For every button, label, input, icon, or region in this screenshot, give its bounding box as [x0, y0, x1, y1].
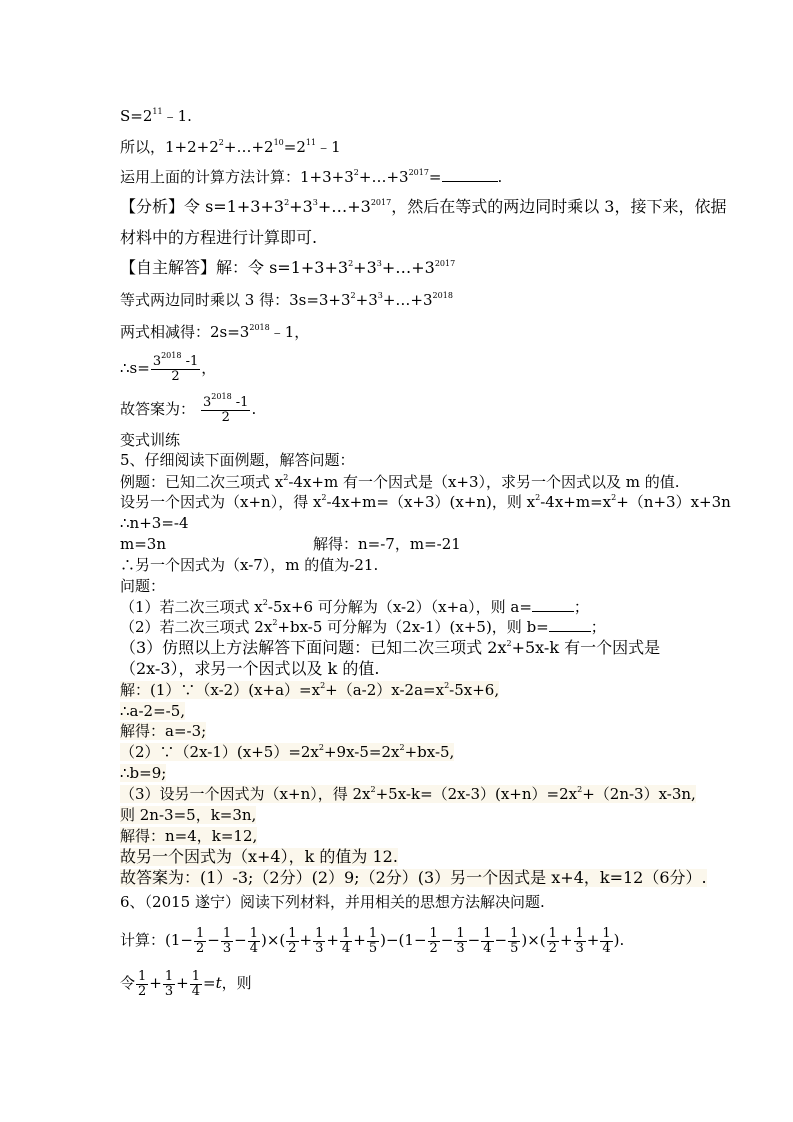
expression-line: 计算：(1− $\frac{1}{2}$ − $\frac{1}{3}$ − $\frac{1}{4}$ )×( $\frac{1}{2}$ + $\frac{1}{3}$ + $\frac{1}{4}$ + $\frac{1}{5}$ )−(1− $\frac{1}{2}$ − $\frac{1}{3}$ − $\frac{1}{4}$ − $\frac{1}{5}$ )×( $\frac{1}{2}$ + $\frac{1}{3}$ + $\frac{1}{4}$ ).: [120, 925, 625, 956]
math-expression: $\frac{1}{2}$ + $\frac{1}{3}$ + $\frac{1}{4}$ =t: [138, 968, 222, 999]
text-line: 解得：n=-7，m=-21: [313, 535, 461, 553]
text-line: 设另一个因式为（x+n），得 $x^2-4x+m=(x+3)(x+n)$，则 $x^2-4x+m=x^2+(n+3)x+3n$: [120, 493, 731, 511]
expression-line: 令 $\frac{1}{2}$ + $\frac{1}{3}$ + $\frac{1}{4}$ =t，则: [120, 968, 252, 999]
text-line: 等式两边同时乘以 3 得：$3s=3+3^2+3^3+\dots+3^{2018}$: [120, 291, 453, 309]
text-line: $S=2^{11}﹣1$.: [120, 107, 192, 125]
question-item: （1）若二次三项式 $x^2-5x+6$ 可分解为（x-2）（x+a），则 a= ；: [120, 598, 589, 616]
solution-line: 则 2n-3=5，k=3n,: [120, 806, 257, 824]
math-expression: (1− $\frac{1}{2}$ − $\frac{1}{3}$ − $\frac{1}{4}$ )×( $\frac{1}{2}$ + $\frac{1}{3}$ + $\frac{1}{4}$ + $\frac{1}{5}$ )−(1− $\frac{1}{2}$ − $\frac{1}{3}$ − $\frac{1}{4}$ − $\frac{1}{5}$ )×( $\frac{1}{2}$ + $\frac{1}{3}$ + $\frac{1}{4}$ ): [165, 925, 620, 956]
question-item: （3）仿照以上方法解答下面问题：已知二次三项式 $2x^2+5x-k$ 有一个因式是: [120, 638, 661, 657]
text-line: ∴n+3=-4: [120, 514, 189, 532]
answer-blank: [532, 598, 574, 612]
text-line: 两式相减得：$2s=3^{2018}﹣1$，: [120, 323, 310, 341]
text-line: 问题：: [120, 577, 166, 595]
solution-line: ∴b=9;: [120, 764, 167, 782]
text-line: 例题：已知二次三项式 $x^2-4x+m$ 有一个因式是（x+3），求另一个因式以及 m 的值.: [120, 473, 680, 491]
answer-blank: [549, 618, 591, 632]
text-line: ∴另一个因式为（x-7），m 的值为-21.: [120, 556, 379, 574]
text-line: 材料中的方程进行计算即可.: [120, 228, 318, 247]
solution-line: 解得：a=-3;: [120, 722, 207, 740]
solution-line: $(2)\because(2x-1)(x+5)=2x^2+9x-5=2x^2+bx-5$,: [120, 743, 455, 761]
analysis-line: 【分析】令 $s=1+3+3^2+3^3+\dots+3^{2017}$，然后在等式的两边同时乘以 3，接下来，依据: [120, 197, 727, 216]
question-title: 6、（2015 遂宁）阅读下列材料，并用相关的思想方法解决问题.: [120, 893, 545, 911]
answer-line: 故答案为：(1）-3;（2分）(2）9;（2分）(3）另一个因式是 x+4，k=12（6分）.: [120, 868, 707, 887]
question-title: 5、仔细阅读下面例题，解答问题：: [120, 451, 355, 469]
solution-line: 故另一个因式为（x+4），k 的值为 12.: [120, 847, 398, 866]
text-line: （2x-3），求另一个因式以及 k 的值.: [120, 659, 380, 678]
solution-line: （3）设另一个因式为（x+n），得 $2x^2+5x-k=(2x-3)(x+n)=2x^2+(2n-3)x-3n$,: [120, 785, 696, 803]
fraction: $\frac{3^{2018} -1}{2}$: [203, 391, 249, 425]
fraction: $\frac{3^{2018} -1}{2}$: [152, 350, 199, 384]
text-line: 所以，$1+2+2^2+\dots+2^{10}=2^{11}﹣1$: [120, 138, 341, 156]
question-item: （2）若二次三项式 $2x^2+bx-5$ 可分解为（2x-1）(x+5)，则 b= ；: [120, 618, 606, 636]
solution-line: 解：$(1)\because(x-2)(x+a)=x^2+(a-2)x-2a=x^2-5x+6$,: [120, 681, 500, 699]
solution-line: 【自主解答】解：令 $s=1+3+3^2+3^3+\dots+3^{2017}$: [120, 258, 456, 277]
section-heading: 变式训练: [120, 431, 181, 449]
solution-line: ∴a-2=-5,: [120, 702, 186, 720]
solution-line: 解得：n=4，k=12,: [120, 827, 258, 845]
fraction-line: 故答案为： $\frac{3^{2018} -1}{2}$ .: [120, 391, 257, 425]
text-line: 运用上面的计算方法计算：$1+3+3^2+\dots+3^{2017}=$ .: [120, 168, 503, 186]
answer-blank: [442, 168, 498, 182]
text-line: m=3n: [120, 535, 166, 553]
fraction-line: ∴s= $\frac{3^{2018} -1}{2}$ ，: [120, 350, 217, 384]
